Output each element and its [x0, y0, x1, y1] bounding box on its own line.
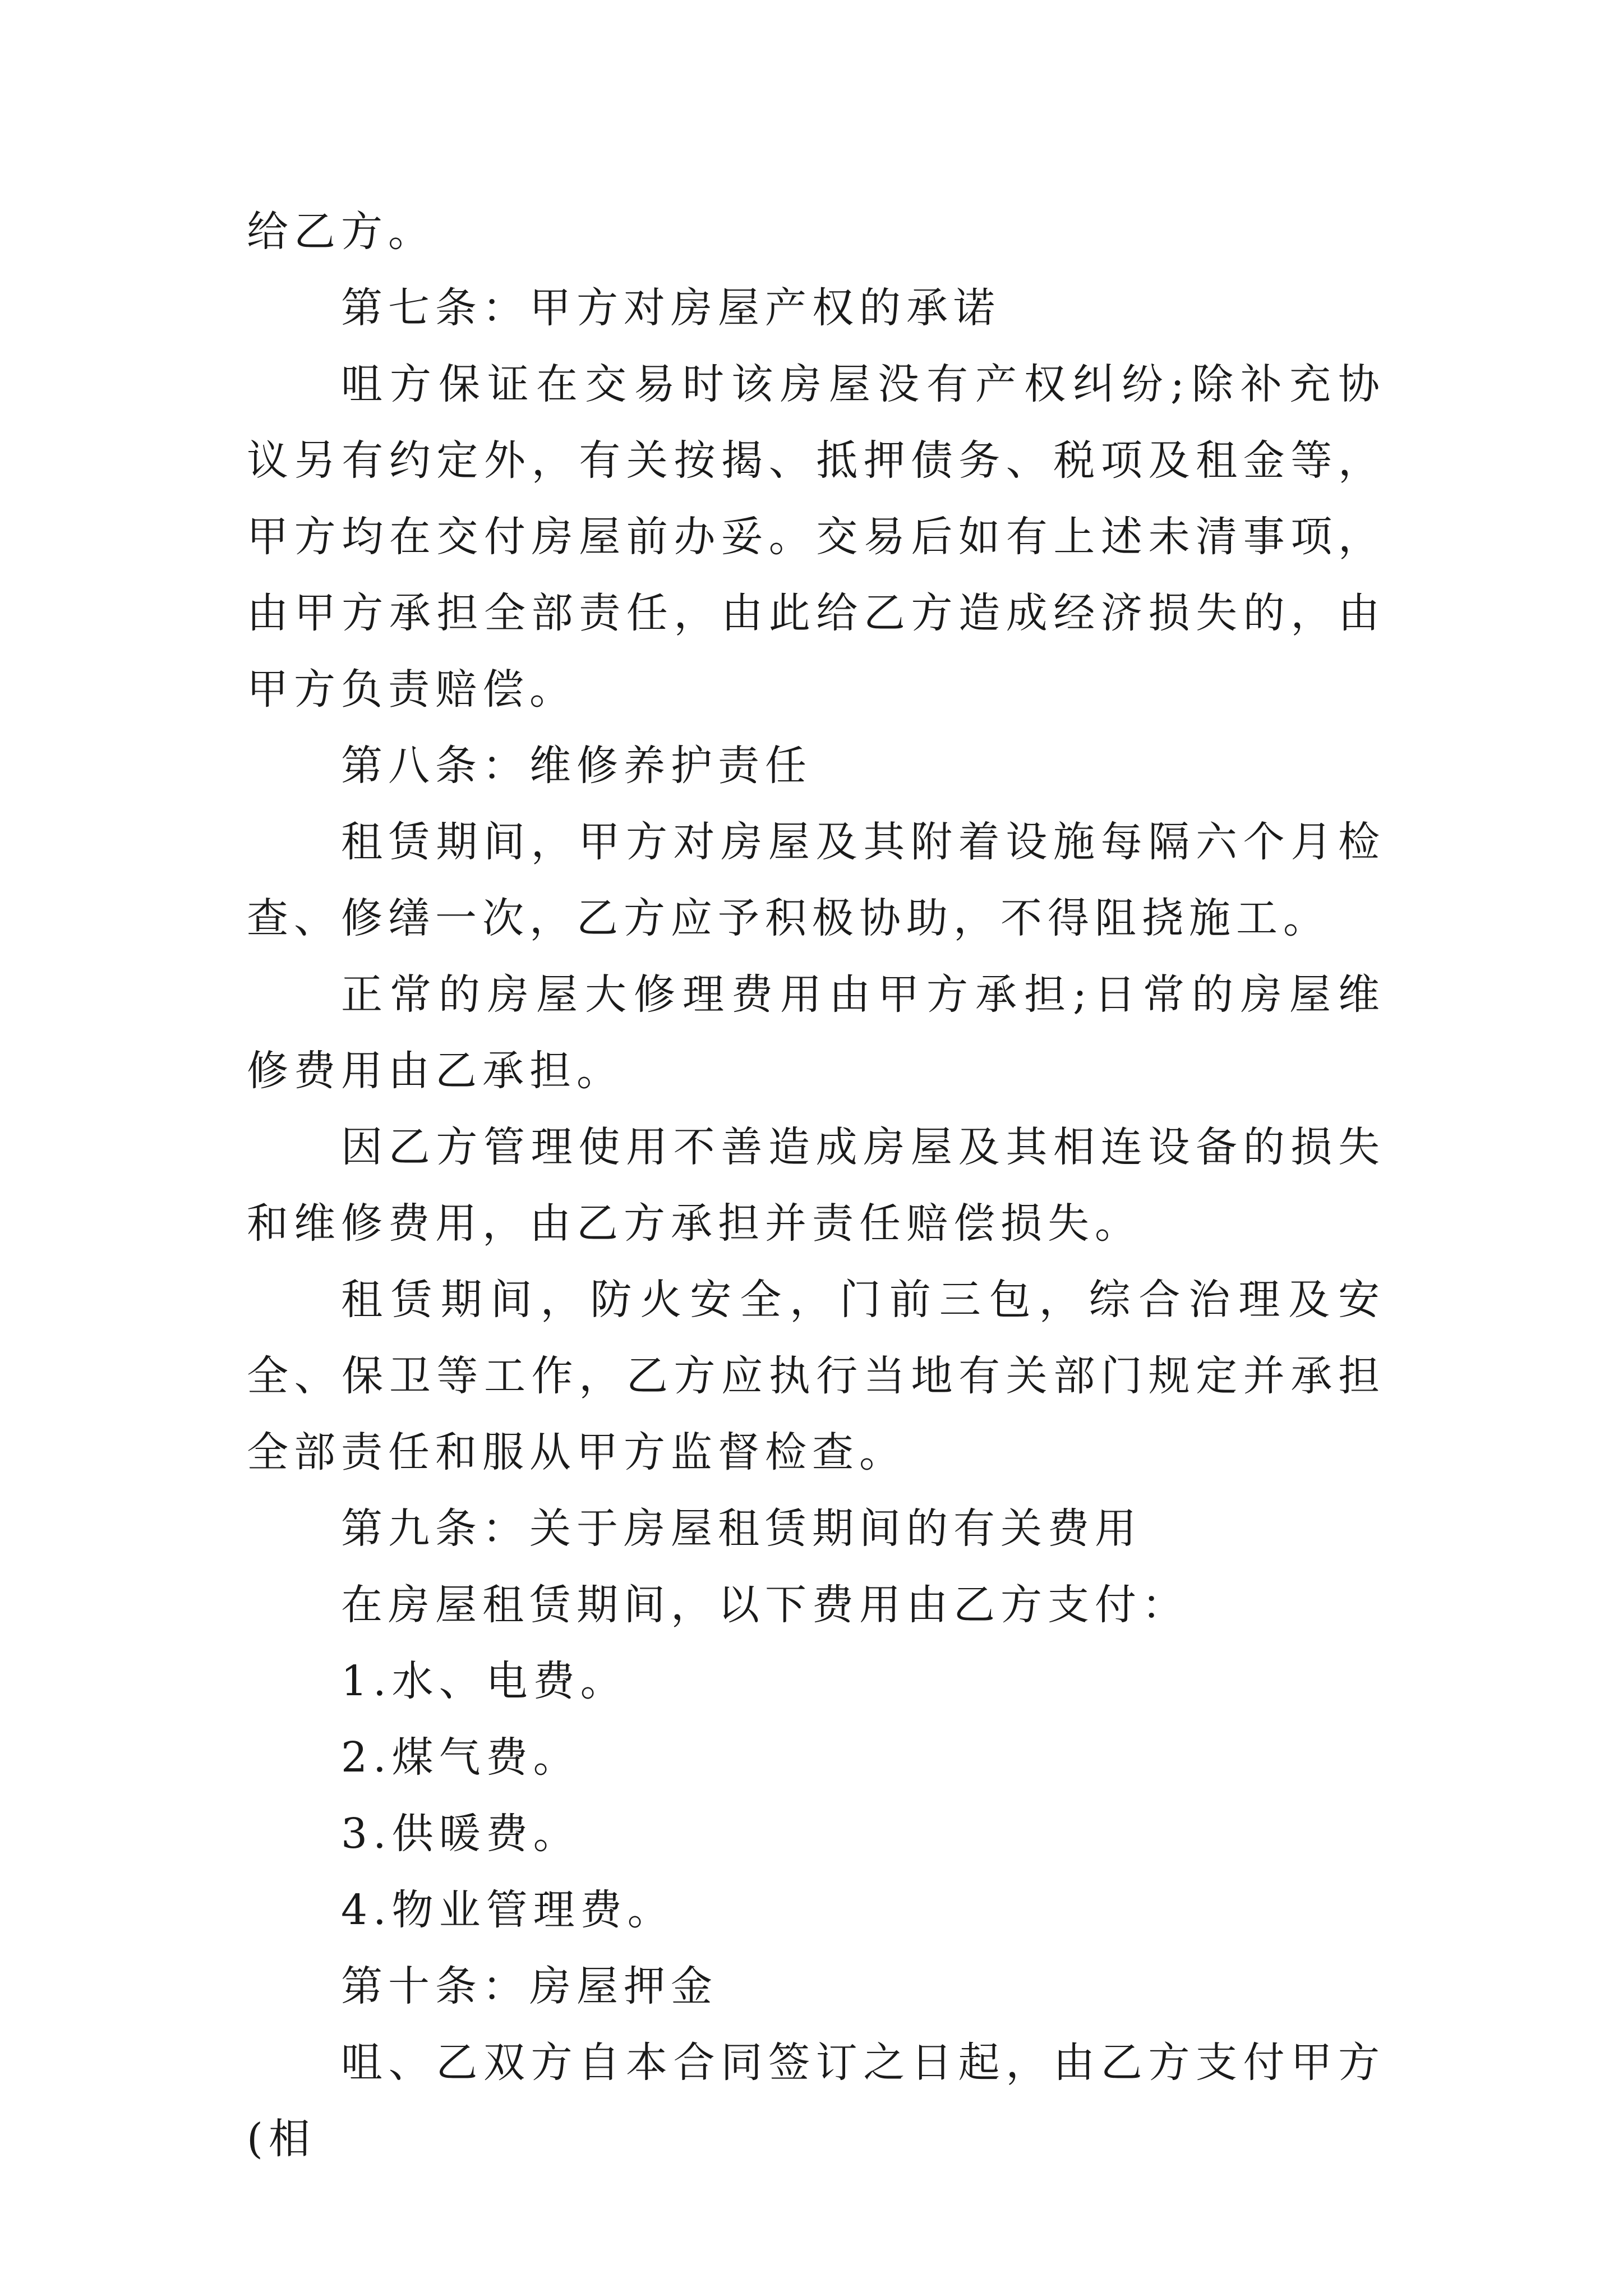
article-10-heading: 第十条：房屋押金 — [341, 1962, 718, 2010]
article-10-paragraph: 咀、乙双方自本合同签订之日起，由乙方支付甲方(相 — [247, 2039, 1385, 2163]
article-8-heading: 第八条：维修养护责任 — [341, 742, 812, 790]
article-8-paragraph-4: 租赁期间，防火安全，门前三包，综合治理及安全、保卫等工作，乙方应执行当地有关部门规定并承担全部责任和服从甲方监督检查。 — [247, 1276, 1385, 1476]
list-item: 2.煤气费。 — [341, 1733, 580, 1782]
list-item: 1.水、电费。 — [341, 1657, 628, 1705]
article-8-paragraph-2: 正常的房屋大修理费用由甲方承担;日常的房屋维修费用由乙承担。 — [247, 970, 1385, 1095]
article-8-paragraph-3: 因乙方管理使用不善造成房屋及其相连设备的损失和维修费用，由乙方承担并责任赔偿损失。 — [247, 1123, 1385, 1248]
article-7-paragraph: 咀方保证在交易时该房屋没有产权纠纷;除补充协议另有约定外，有关按揭、抵押债务、税项及租金等，甲方均在交付房屋前办妥。交易后如有上述未清事项，由甲方承担全部责任，由此给乙方造成经济损失的，由甲方负责赔偿。 — [247, 360, 1385, 714]
paragraph-continuation: 给乙方。 — [247, 208, 435, 256]
article-7-heading: 第七条：甲方对房屋产权的承诺 — [341, 284, 1000, 332]
document-body — [247, 194, 1385, 2177]
list-item: 3.供暖费。 — [341, 1810, 580, 1858]
article-8-paragraph-1: 租赁期间，甲方对房屋及其附着设施每隔六个月检查、修缮一次，乙方应予积极协助，不得阻挠施工。 — [247, 818, 1385, 942]
list-item: 4.物业管理费。 — [341, 1886, 675, 1934]
article-9-paragraph: 在房屋租赁期间，以下费用由乙方支付： — [341, 1581, 1189, 1629]
article-9-heading: 第九条：关于房屋租赁期间的有关费用 — [341, 1504, 1142, 1553]
